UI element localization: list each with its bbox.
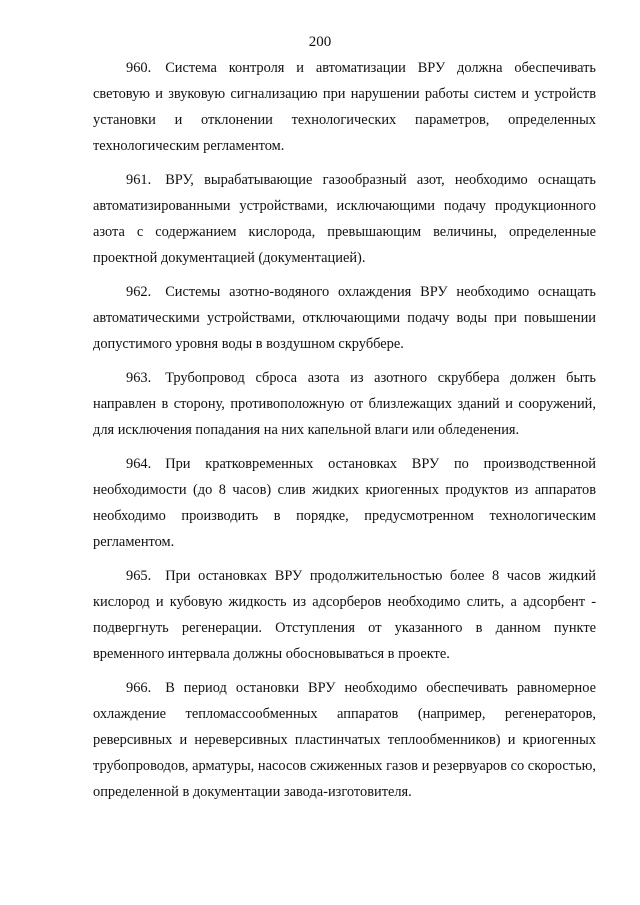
paragraph-text: В период остановки ВРУ необходимо обеспечивать равномерное охлаждение тепломассообменных аппаратов (например, регенераторов, реверсивных и нереверсивных пластинчатых теплообменников) и криогенных трубопроводов, арматуры, насосов сжиженных газов и резервуаров со скоростью, определенной в документации завода-изготовителя. bbox=[93, 680, 596, 800]
paragraph-number: 966. bbox=[126, 680, 152, 696]
document-body bbox=[93, 55, 596, 813]
paragraph-text: При кратковременных остановках ВРУ по производственной необходимости (до 8 часов) слив жидких криогенных продуктов из аппаратов необходимо производить в порядке, предусмотренном технологическим регламентом. bbox=[93, 456, 596, 550]
paragraph-number: 962. bbox=[126, 284, 152, 300]
paragraph-966 bbox=[93, 675, 596, 805]
paragraph-text: Системы азотно-водяного охлаждения ВРУ необходимо оснащать автоматическими устройствами, отключающими подачу воды при повышении допустимого уровня воды в воздушном скруббере. bbox=[93, 284, 596, 352]
paragraph-961 bbox=[93, 167, 596, 271]
paragraph-number: 961. bbox=[126, 172, 152, 188]
paragraph-text: ВРУ, вырабатывающие газообразный азот, необходимо оснащать автоматизированными устройствами, исключающими подачу продукционного азота с содержанием кислорода, превышающим величины, определенные проектной документацией (документацией). bbox=[93, 172, 596, 266]
paragraph-965 bbox=[93, 563, 596, 667]
page-number: 200 bbox=[308, 34, 332, 50]
paragraph-962 bbox=[93, 279, 596, 357]
paragraph-text: Система контроля и автоматизации ВРУ должна обеспечивать световую и звуковую сигнализацию при нарушении работы систем и устройств установки и отклонении технологических параметров, определенных технологическим регламентом. bbox=[93, 60, 596, 154]
paragraph-text: При остановках ВРУ продолжительностью более 8 часов жидкий кислород и кубовую жидкость из адсорберов необходимо слить, а адсорбент - подвергнуть регенерации. Отступления от указанного в данном пункте временного интервала должны обосновываться в проекте. bbox=[93, 568, 596, 662]
paragraph-number: 965. bbox=[126, 568, 152, 584]
paragraph-960 bbox=[93, 55, 596, 159]
paragraph-964 bbox=[93, 451, 596, 555]
paragraph-number: 964. bbox=[126, 456, 152, 472]
paragraph-number: 963. bbox=[126, 370, 152, 386]
paragraph-963 bbox=[93, 365, 596, 443]
paragraph-text: Трубопровод сброса азота из азотного скруббера должен быть направлен в сторону, противоположную от близлежащих зданий и сооружений, для исключения попадания на них капельной влаги или обледенения. bbox=[93, 370, 596, 438]
paragraph-number: 960. bbox=[126, 60, 152, 76]
